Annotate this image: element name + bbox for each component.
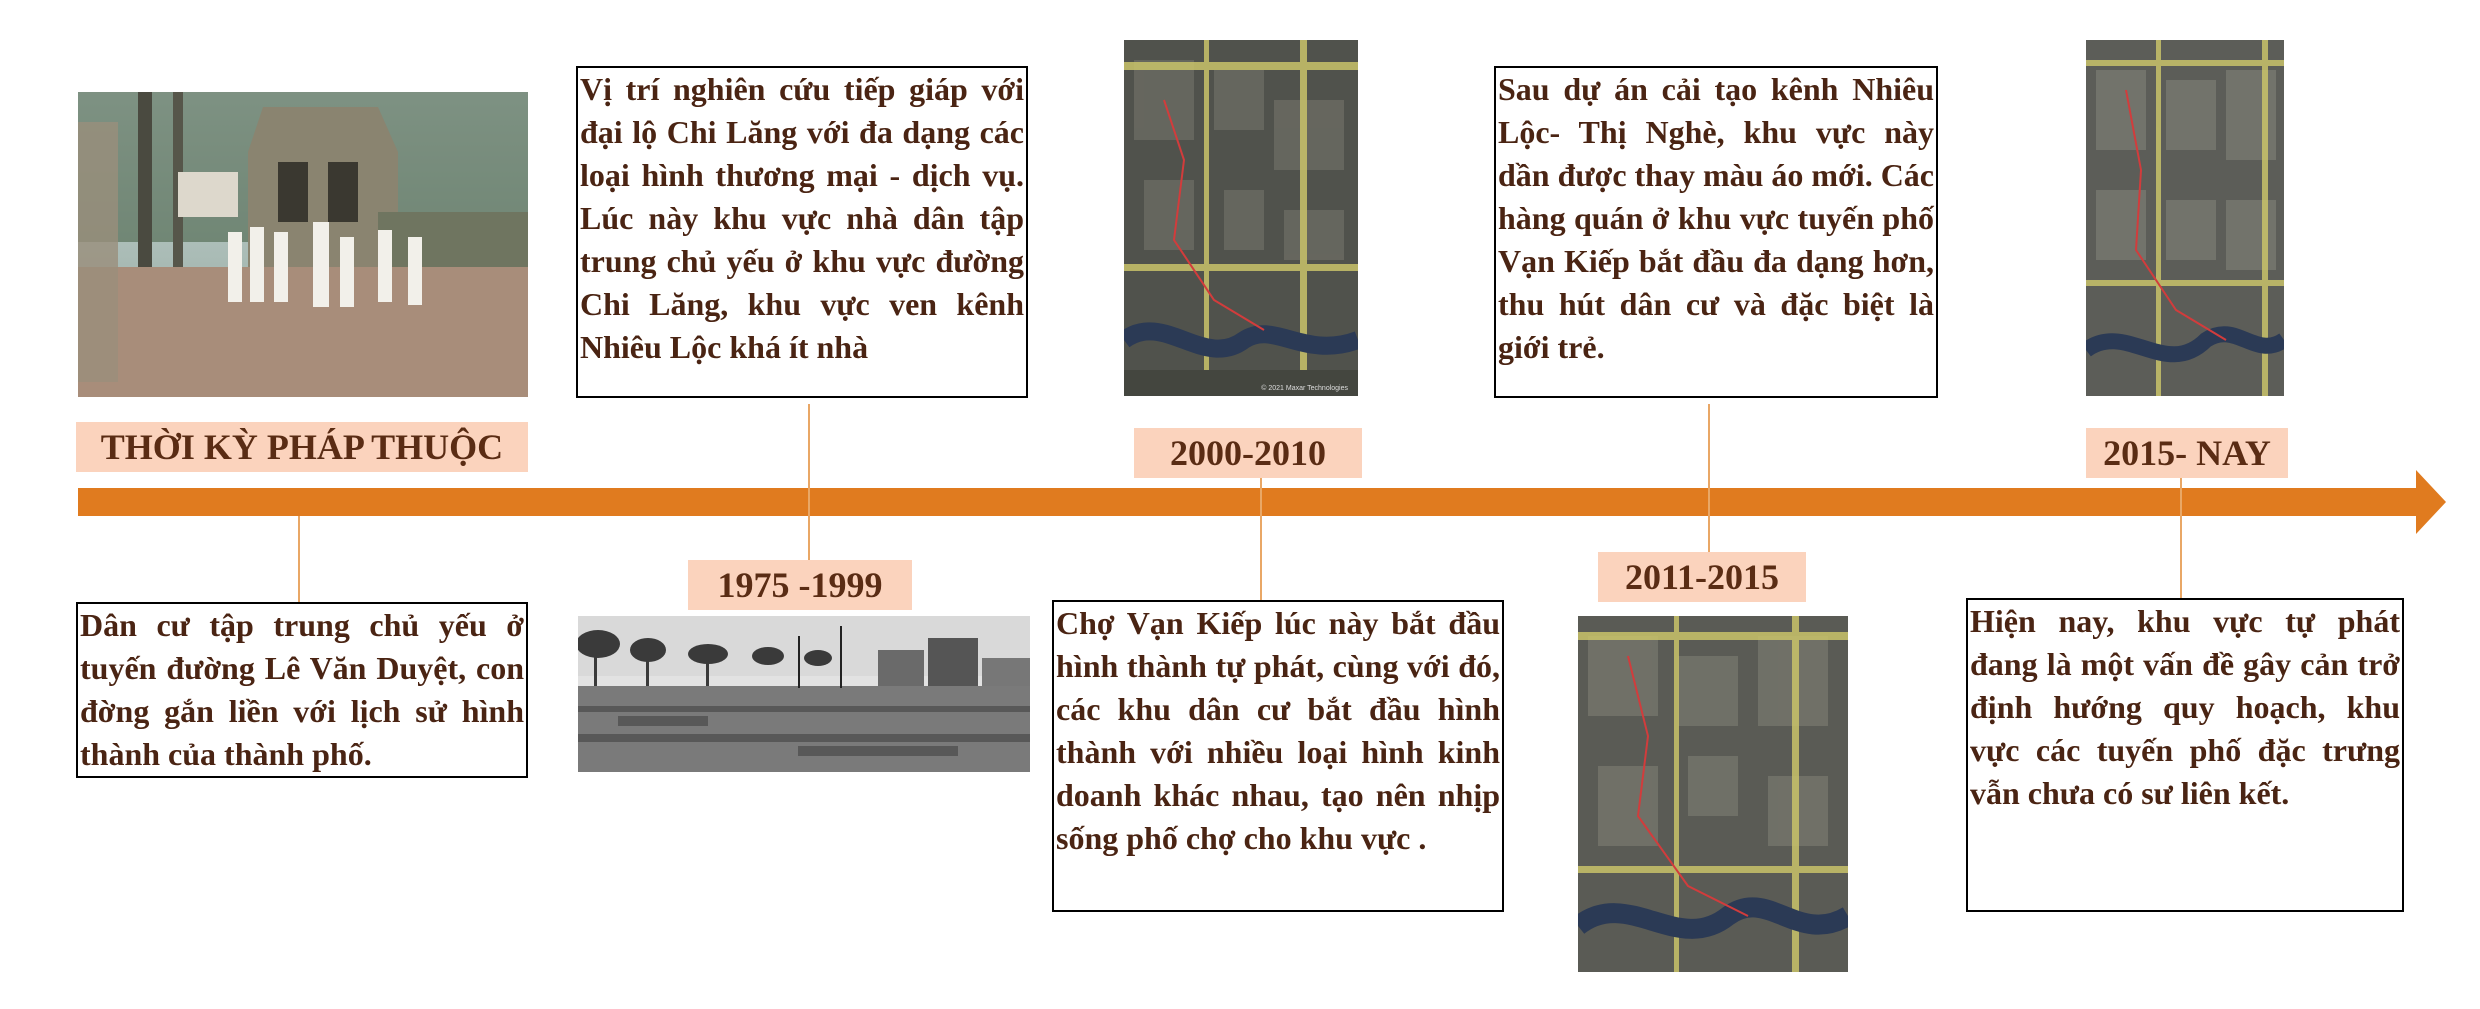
- connector-1: [298, 516, 300, 602]
- connector-5: [2180, 478, 2182, 598]
- period-text-1975-1999: Vị trí nghiên cứu tiếp giáp với đại lộ Chi Lăng với đa dạng các loại hình thương mại - dịch vụ. Lúc này khu vực nhà dân tập trung chủ yếu ở khu vực đường Chi Lăng, khu vực ven kênh Nhiêu Lộc khá ít nhà: [576, 66, 1028, 398]
- period-label-phap-thuoc: THỜI KỲ PHÁP THUỘC: [76, 422, 528, 472]
- map-caption: © 2021 Maxar Technologies: [1261, 385, 1348, 392]
- connector-2: [808, 404, 810, 560]
- timeline-arrow: [78, 488, 2418, 516]
- period-label-2011-2015: 2011-2015: [1598, 552, 1806, 602]
- connector-3: [1260, 478, 1262, 600]
- period-text-phap-thuoc: Dân cư tập trung chủ yếu ở tuyến đường Lê Văn Duyệt, con đờng gắn liền với lịch sử hình thành của thành phố.: [76, 602, 528, 778]
- satellite-map-2000-2010: [1124, 40, 1358, 396]
- period-label-1975-1999: 1975 -1999: [688, 560, 912, 610]
- connector-4: [1708, 404, 1710, 552]
- satellite-map-2015-nay: [2086, 40, 2284, 396]
- period-label-2015-nay: 2015- NAY: [2086, 428, 2288, 478]
- period-text-2011-2015: Sau dự án cải tạo kênh Nhiêu Lộc- Thị Nghè, khu vực này dần được thay màu áo mới. Các hàng quán ở khu vực tuyến phố Vạn Kiếp bắt đầu đa dạng hơn, thu hút dân cư và đặc biệt là giới trẻ.: [1494, 66, 1938, 398]
- period-label-2000-2010: 2000-2010: [1134, 428, 1362, 478]
- timeline-arrow-head: [2416, 470, 2446, 534]
- historic-bw-photo: [578, 616, 1030, 772]
- historic-street-photo: [78, 92, 528, 397]
- period-text-2015-nay: Hiện nay, khu vực tự phát đang là một vấn đề gây cản trở định hướng quy hoạch, khu vực các tuyến phố đặc trưng vẫn chưa có sư liên kết.: [1966, 598, 2404, 912]
- satellite-map-2011-2015: [1578, 616, 1848, 972]
- period-text-2000-2010: Chợ Vạn Kiếp lúc này bắt đầu hình thành tự phát, cùng với đó, các khu dân cư bắt đầu hình thành với nhiều loại hình kinh doanh khác nhau, tạo nên nhịp sống phố chợ cho khu vực .: [1052, 600, 1504, 912]
